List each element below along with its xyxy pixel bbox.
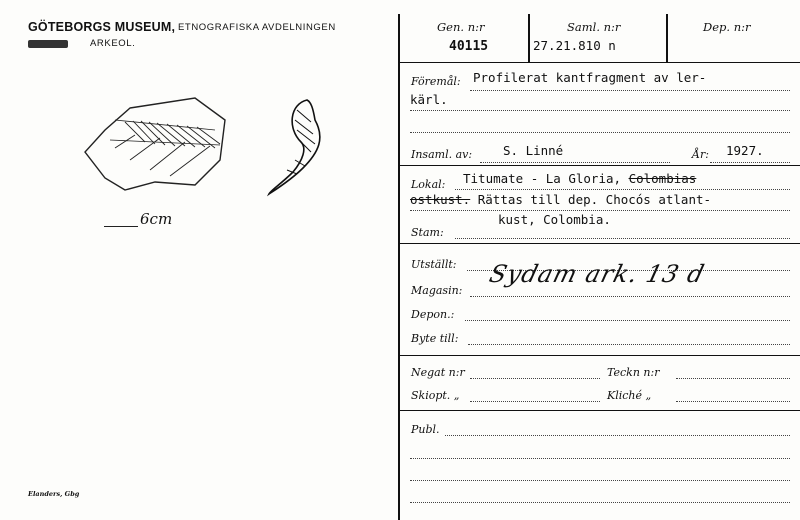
negat-label: Negat n:r xyxy=(411,366,465,379)
negat-dotline xyxy=(470,378,600,379)
skiopt-label: Skiopt. „ xyxy=(411,389,460,402)
form-left-border xyxy=(398,14,400,520)
lokal-struck-1: Colombias xyxy=(628,171,697,186)
insaml-value: S. Linné xyxy=(503,143,564,158)
byte-label: Byte till: xyxy=(411,332,459,345)
foremal-line-1: Profilerat kantfragment av ler- xyxy=(473,70,707,85)
department-ethnography: ETNOGRAFISKA AVDELNINGEN xyxy=(178,22,336,33)
byte-dotline xyxy=(468,344,790,345)
stam-label: Stam: xyxy=(411,226,444,239)
saml-number-label: Saml. n:r xyxy=(567,20,621,34)
rule-after-stam xyxy=(398,243,800,244)
publ-dotline-3 xyxy=(410,480,790,481)
lokal-correction: Rättas till dep. Chocós atlant- xyxy=(470,192,712,207)
magasin-dotline xyxy=(470,296,790,297)
kliche-label: Kliché „ xyxy=(607,389,652,402)
publ-dotline-4 xyxy=(410,502,790,503)
lokal-place: Titumate - La Gloria, xyxy=(463,171,629,186)
museum-name: GÖTEBORGS MUSEUM, xyxy=(28,20,176,34)
dep-number-label: Dep. n:r xyxy=(703,20,751,34)
foremal-dotline-2 xyxy=(410,110,790,111)
foremal-label: Föremål: xyxy=(411,75,461,88)
rule-after-numbers xyxy=(398,62,800,63)
skiopt-dotline xyxy=(470,401,600,402)
foremal-dotline-1 xyxy=(470,90,790,91)
scale-bar xyxy=(104,226,138,227)
teckn-dotline xyxy=(676,378,790,379)
lokal-line-1 xyxy=(463,171,696,186)
stam-dotline xyxy=(455,238,790,239)
insaml-label: Insaml. av: xyxy=(411,148,473,161)
saml-number-value: 27.21.810 n xyxy=(533,38,616,53)
printer-imprint: Elanders, Gbg xyxy=(28,490,80,498)
number-divider-1 xyxy=(528,14,530,62)
ar-value: 1927. xyxy=(726,143,764,158)
foremal-dotline-3 xyxy=(410,132,790,133)
gen-number-value: 40115 xyxy=(449,39,489,54)
scale-note: 6cm xyxy=(140,210,173,228)
lokal-label: Lokal: xyxy=(411,178,446,191)
depon-dotline xyxy=(465,320,790,321)
magasin-handwritten: Sydam ark. 13 d xyxy=(486,260,708,288)
struck-out-stamp xyxy=(28,40,68,48)
publ-label: Publ. xyxy=(411,423,440,436)
utstallt-label: Utställt: xyxy=(411,258,457,271)
teckn-label: Teckn n:r xyxy=(607,366,660,379)
insaml-dotline xyxy=(480,162,670,163)
lokal-dotline-2 xyxy=(410,210,790,211)
rule-after-insaml xyxy=(398,165,800,166)
profile-hatching xyxy=(287,110,315,174)
number-divider-2 xyxy=(666,14,668,62)
rule-after-byte xyxy=(398,355,800,356)
department-archaeology: ARKEOL. xyxy=(90,38,136,49)
lokal-dotline-1 xyxy=(455,189,790,190)
magasin-label: Magasin: xyxy=(411,284,463,297)
ar-dotline xyxy=(710,162,790,163)
depon-label: Depon.: xyxy=(411,308,455,321)
sherd-sketch xyxy=(75,90,345,220)
lokal-struck-2: ostkust. xyxy=(410,192,471,207)
ar-label: År: xyxy=(692,148,709,161)
lokal-line-2 xyxy=(410,192,711,207)
gen-number-label: Gen. n:r xyxy=(437,20,485,34)
foremal-line-2: kärl. xyxy=(410,92,448,107)
rule-after-kliche xyxy=(398,410,800,411)
publ-dotline-2 xyxy=(410,458,790,459)
kliche-dotline xyxy=(676,401,790,402)
lokal-line-3: kust, Colombia. xyxy=(498,212,611,227)
publ-dotline-1 xyxy=(445,435,790,436)
sherd-profile xyxy=(269,100,320,194)
